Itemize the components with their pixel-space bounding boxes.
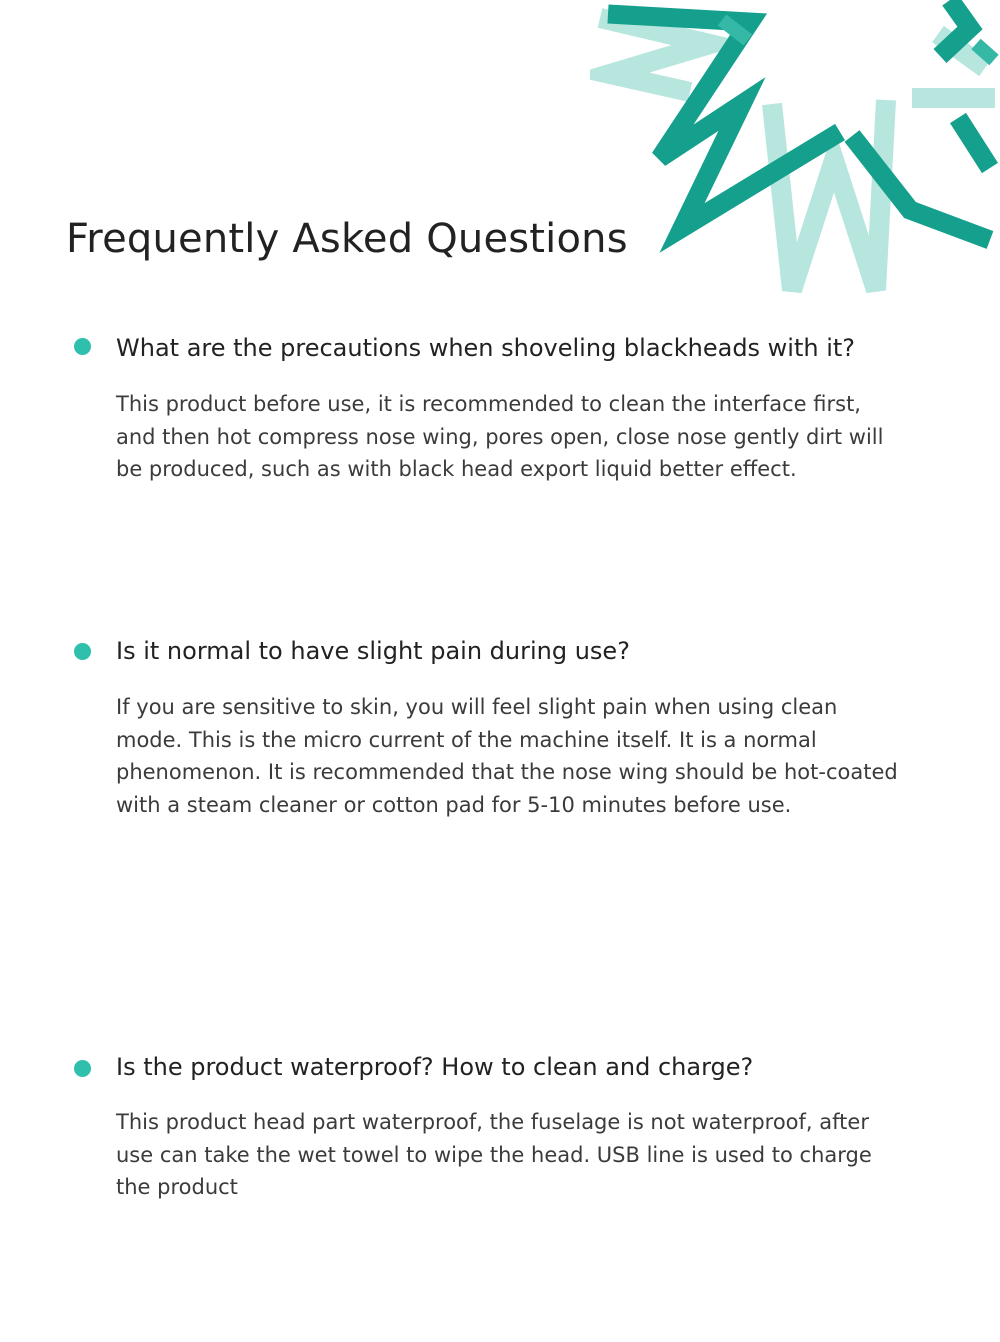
faq-answer: This product before use, it is recommended to clean the interface first, and then hot compress nose wing, pores open, close nose gently dirt will be produced, such as with black head export liquid better effect. (116, 392, 884, 482)
faq-question: Is it normal to have slight pain during use? (116, 637, 630, 665)
zigzag-pattern-graphic (590, 0, 1000, 300)
bullet-icon (74, 643, 91, 660)
faq-question: Is the product waterproof? How to clean and charge? (116, 1053, 754, 1081)
faq-answer: If you are sensitive to skin, you will feel slight pain when using clean mode. This is the micro current of the machine itself. It is a normal phenomenon. It is recommended that the nose wing should be hot-coated with a steam cleaner or cotton pad for 5-10 minutes before use. (116, 695, 898, 817)
decor-dark-stroke-4 (958, 118, 990, 168)
decor-dark-stroke-1 (608, 14, 840, 228)
bullet-icon (74, 1060, 91, 1077)
bullet-icon (74, 338, 91, 355)
decor-light-stroke-1 (600, 18, 710, 92)
faq-answer: This product head part waterproof, the fuselage is not waterproof, after use can take the wet towel to wipe the head. USB line is used to charge the product (116, 1110, 872, 1200)
faq-question: What are the precautions when shoveling blackheads with it? (116, 334, 856, 362)
page-title: Frequently Asked Questions (66, 216, 628, 262)
